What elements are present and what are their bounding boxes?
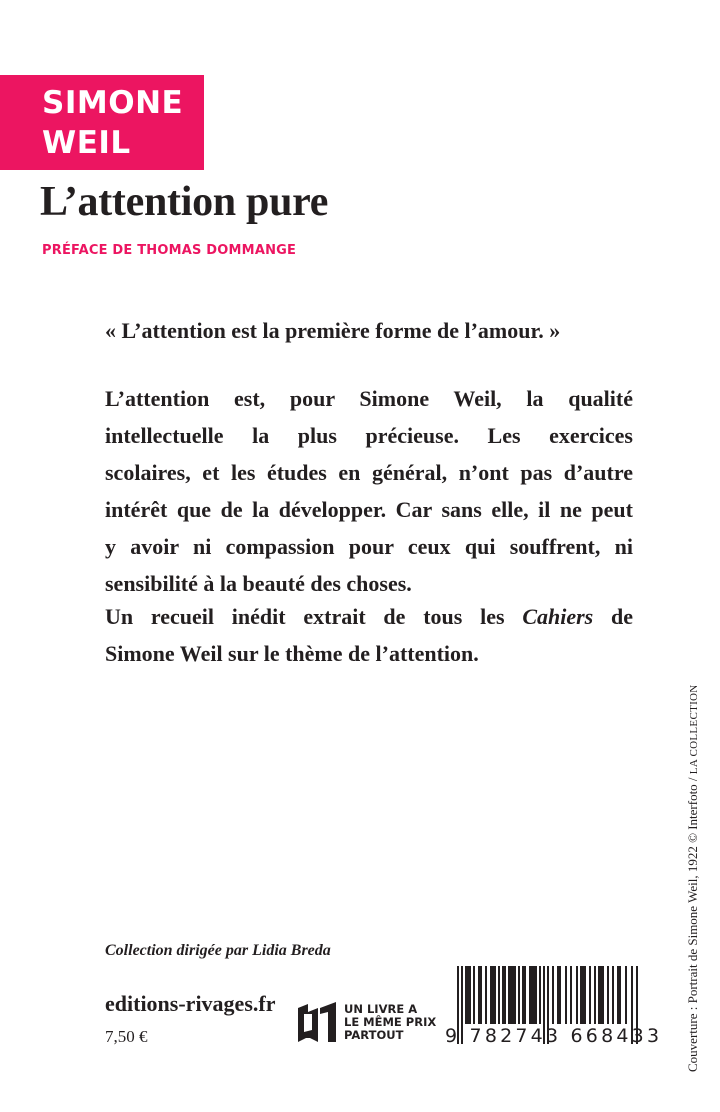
cahiers-title: Cahiers — [522, 604, 594, 629]
author-banner — [0, 75, 204, 170]
epigraph-quote: « L’attention est la première forme de l’amour. » — [105, 318, 561, 343]
isbn-number: 9 782743 668433 — [445, 1025, 663, 1047]
book-price-law-icon — [296, 1000, 338, 1044]
preface-credit: PRÉFACE DE THOMAS DOMMANGE — [42, 243, 297, 258]
prix-unique-text: UN LIVRE A LE MÊME PRIX PARTOUT — [344, 1001, 437, 1042]
blurb-paragraph: L’attention est, pour Simone Weil, la qualité intellectuelle la plus précieuse. Les exercices scolaires, et les études en général, n’ont pas d’autre intérêt que de la développer. Car sans elle, il ne peut y avoir ni compassion pour ceux qui souffrent, ni sensibilité à la beauté des choses. — [105, 386, 633, 596]
book-title: L’attention pure — [40, 179, 329, 225]
author-name: SIMONE WEIL — [42, 85, 184, 161]
collection-description: Un recueil inédit extrait de tous les Cahiers de Simone Weil sur le thème de l’attention. — [105, 604, 634, 666]
cover-photo-credit: Couverture : Portrait de Simone Weil, 1922 © Interfoto / LA COLLECTION — [685, 684, 700, 1072]
collection-editor: Collection dirigée par Lidia Breda — [105, 942, 331, 959]
prix-unique-logo — [296, 1000, 436, 1044]
price: 7,50 € — [105, 1027, 148, 1046]
publisher-website[interactable]: editions-rivages.fr — [105, 991, 276, 1016]
